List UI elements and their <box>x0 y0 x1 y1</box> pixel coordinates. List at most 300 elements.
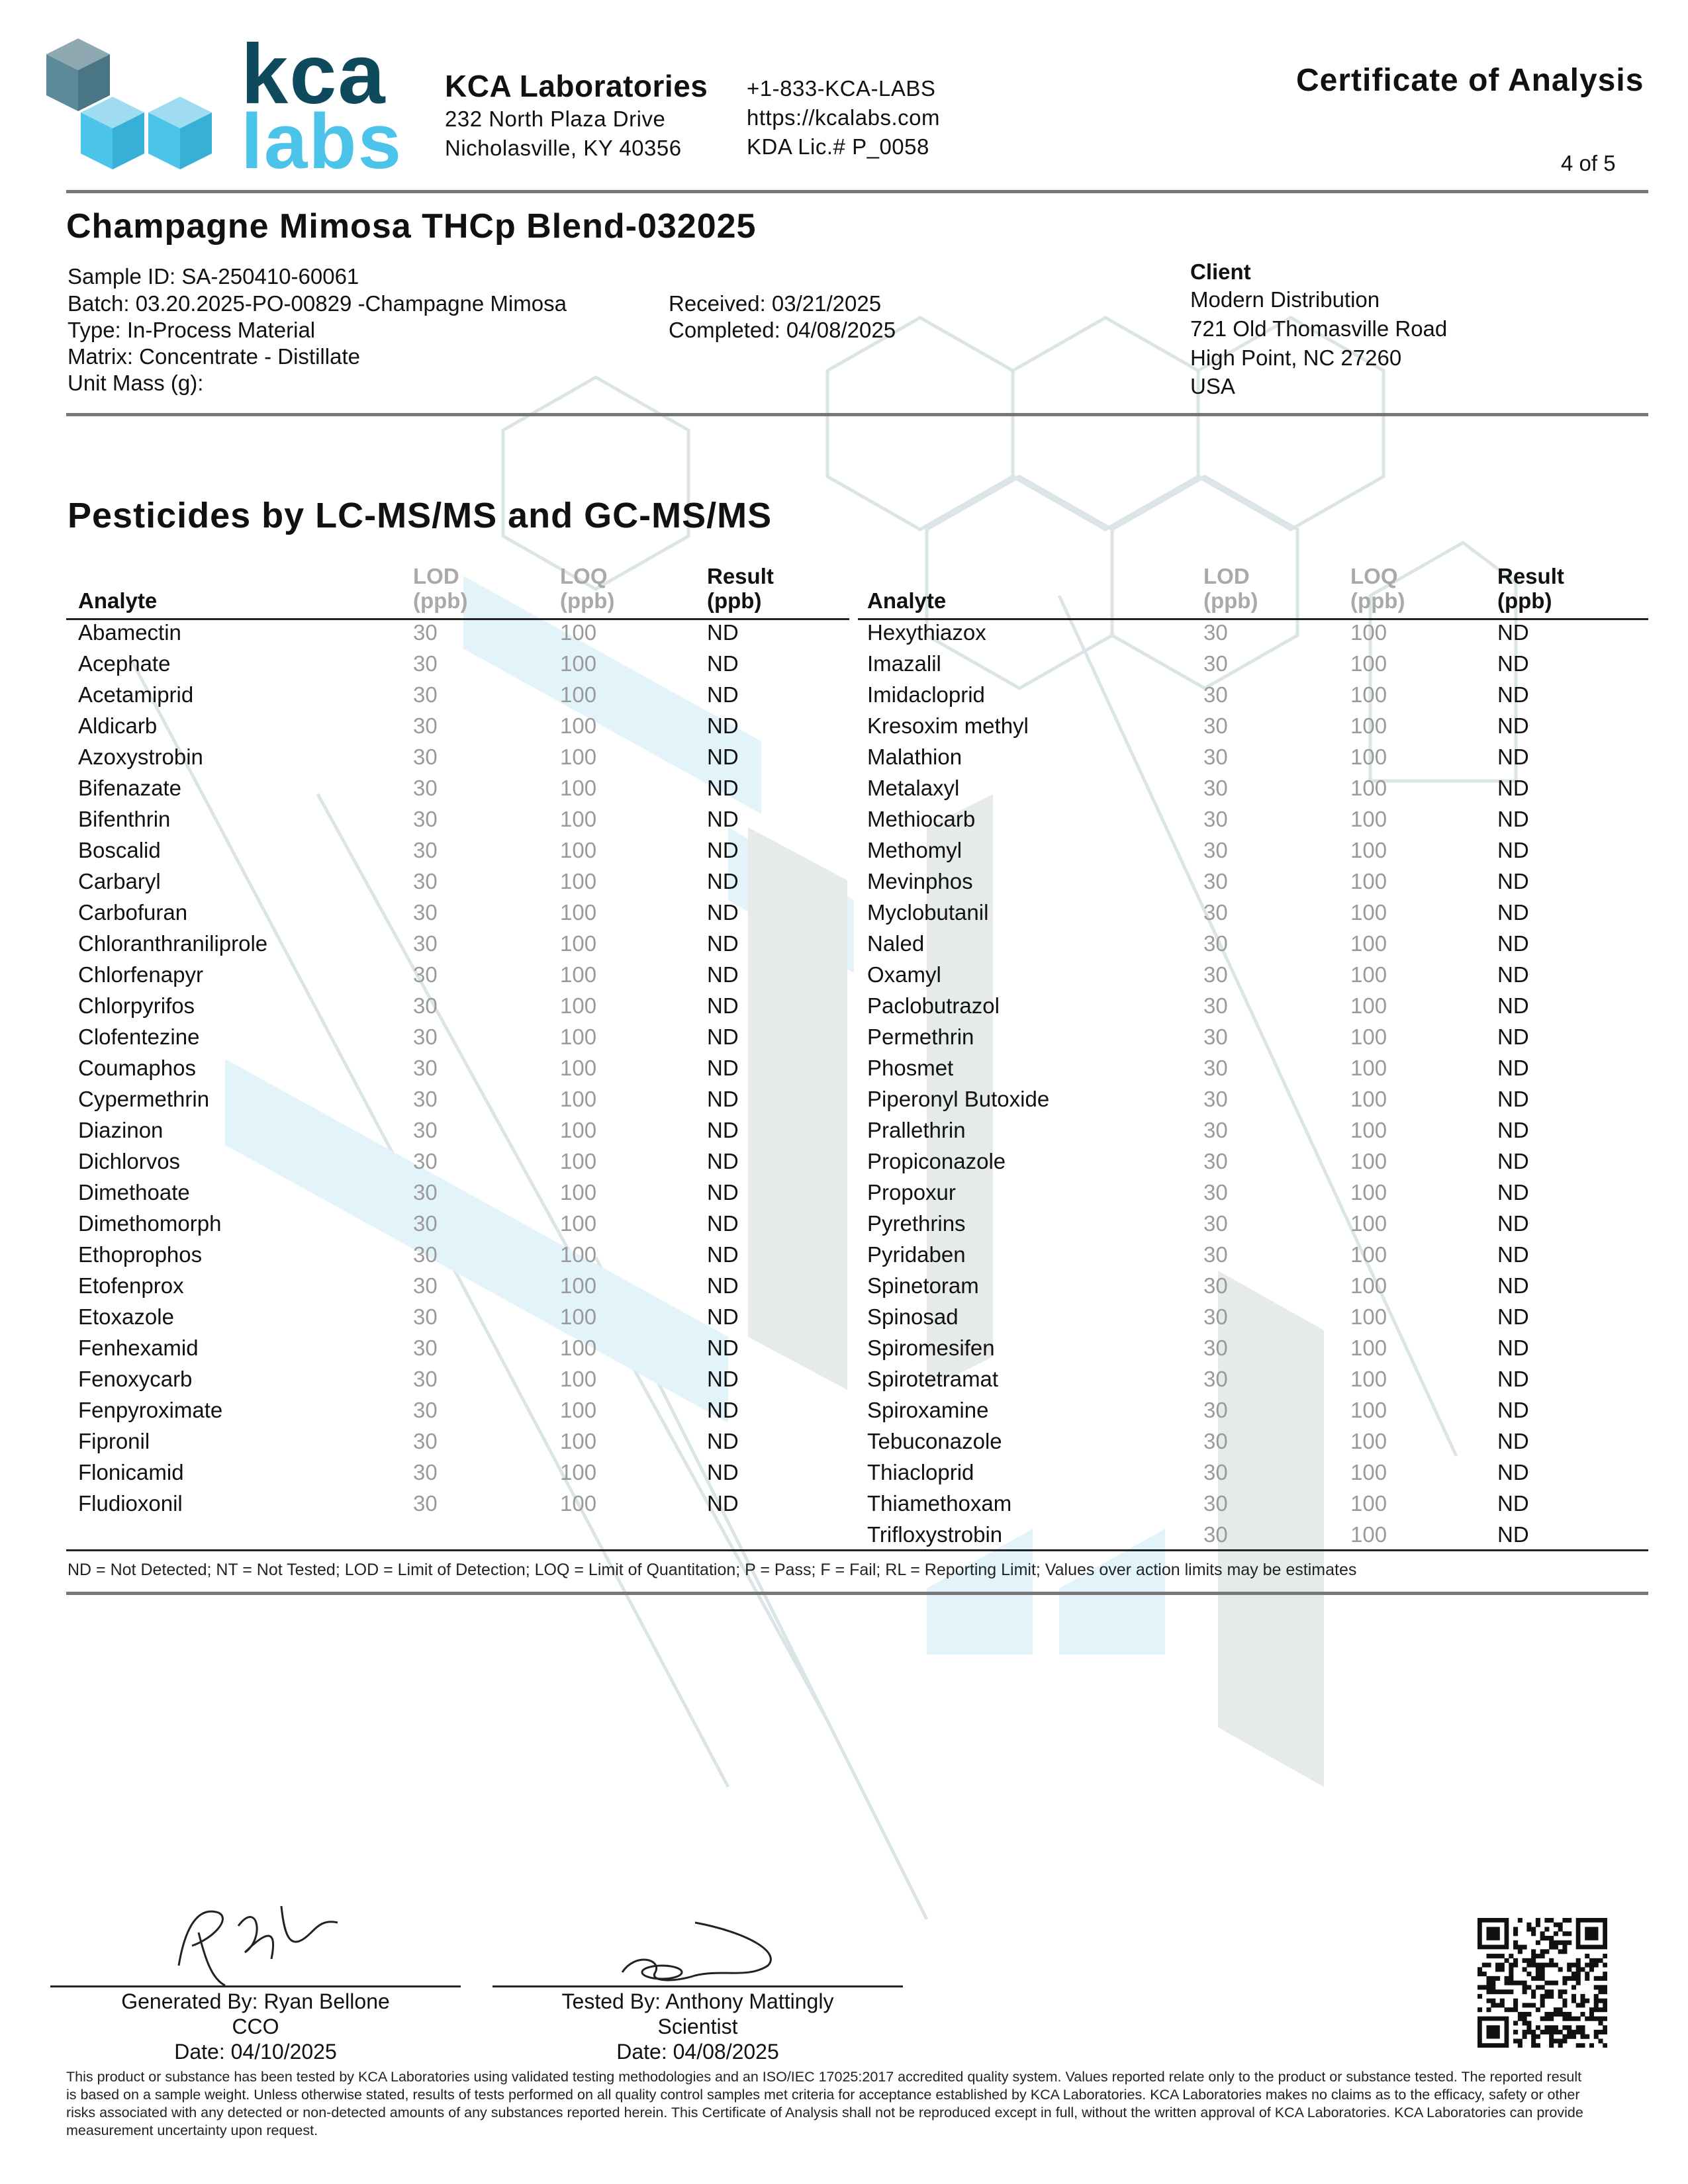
lod-cell: 30 <box>413 1024 438 1049</box>
right-table-header-rule <box>858 618 1648 620</box>
lod-column-header <box>1203 564 1350 617</box>
table-row <box>867 1426 1642 1457</box>
lod-cell: 30 <box>1203 869 1228 893</box>
table-row <box>867 928 1642 959</box>
section-title: Pesticides by LC-MS/MS and GC-MS/MS <box>68 496 773 535</box>
table-row <box>867 1519 1642 1550</box>
analyte-cell: Spinosad <box>867 1304 959 1329</box>
logo-text-labs: labs <box>241 98 403 185</box>
loq-cell: 100 <box>560 931 597 956</box>
loq-cell: 100 <box>560 900 597 925</box>
result-cell: ND <box>707 776 739 800</box>
lod-cell: 30 <box>413 776 438 800</box>
table-row <box>78 959 849 990</box>
result-cell: ND <box>707 1367 739 1391</box>
table-header-row <box>867 564 1642 617</box>
lod-cell: 30 <box>1203 1211 1228 1236</box>
analyte-cell: Abamectin <box>78 620 181 645</box>
lod-cell: 30 <box>1203 1429 1228 1453</box>
lod-cell: 30 <box>413 682 438 707</box>
lod-cell: 30 <box>413 745 438 769</box>
loq-cell: 100 <box>560 713 597 738</box>
analyte-cell: Fenpyroximate <box>78 1398 223 1422</box>
kca-logo <box>44 27 414 185</box>
analyte-cell: Etofenprox <box>78 1273 184 1298</box>
lod-cell: 30 <box>413 1180 438 1205</box>
lod-cell: 30 <box>1203 1056 1228 1080</box>
lod-cell: 30 <box>1203 1304 1228 1329</box>
table-row <box>867 1394 1642 1426</box>
loq-cell: 100 <box>1350 1118 1387 1142</box>
result-cell: ND <box>707 1118 739 1142</box>
result-cell: ND <box>707 1149 739 1173</box>
analyte-cell: Pyrethrins <box>867 1211 966 1236</box>
analyte-cell: Coumaphos <box>78 1056 196 1080</box>
lod-cell: 30 <box>413 651 438 676</box>
analyte-cell: Naled <box>867 931 925 956</box>
result-cell: ND <box>1497 776 1529 800</box>
analyte-cell: Fludioxonil <box>78 1491 183 1516</box>
signer-1-date: Date: 04/10/2025 <box>174 2040 337 2064</box>
loq-cell: 100 <box>1350 1522 1387 1547</box>
lod-cell: 30 <box>413 1304 438 1329</box>
lod-cell: 30 <box>1203 1087 1228 1111</box>
table-row <box>867 679 1642 710</box>
table-row <box>78 866 849 897</box>
analyte-cell: Propiconazole <box>867 1149 1006 1173</box>
loq-cell: 100 <box>560 1087 597 1111</box>
lod-cell: 30 <box>1203 1149 1228 1173</box>
analyte-cell: Paclobutrazol <box>867 993 1000 1018</box>
lod-cell: 30 <box>413 1242 438 1267</box>
result-cell: ND <box>1497 1211 1529 1236</box>
table-bottom-rule <box>66 1549 1648 1551</box>
table-row <box>867 741 1642 772</box>
analyte-cell: Mevinphos <box>867 869 973 893</box>
loq-cell: 100 <box>1350 1024 1387 1049</box>
result-cell: ND <box>1497 1149 1529 1173</box>
loq-header-line2: (ppb) <box>560 588 615 613</box>
table-row <box>867 990 1642 1021</box>
loq-cell: 100 <box>560 1180 597 1205</box>
result-cell: ND <box>1497 1336 1529 1360</box>
result-cell: ND <box>1497 1429 1529 1453</box>
analyte-cell: Hexythiazox <box>867 620 986 645</box>
table-row <box>867 897 1642 928</box>
analyte-cell: Phosmet <box>867 1056 954 1080</box>
result-cell: ND <box>707 1087 739 1111</box>
signature-anthony-mattingly <box>616 1919 788 1992</box>
table-row <box>78 897 849 928</box>
result-cell: ND <box>1497 900 1529 925</box>
table-row <box>78 617 849 648</box>
loq-cell: 100 <box>1350 1149 1387 1173</box>
result-header-line2: (ppb) <box>1497 588 1552 613</box>
table-row <box>867 866 1642 897</box>
analyte-cell: Propoxur <box>867 1180 956 1205</box>
loq-column-header <box>560 564 707 617</box>
lod-header-line1: LOD <box>413 564 459 588</box>
table-row <box>78 1146 849 1177</box>
client-city: High Point, NC 27260 <box>1190 345 1402 370</box>
signature-line-1 <box>50 1985 461 1987</box>
table-row <box>78 1301 849 1332</box>
lod-cell: 30 <box>413 1398 438 1422</box>
client-street: 721 Old Thomasville Road <box>1190 316 1448 341</box>
table-row <box>78 1052 849 1083</box>
result-cell: ND <box>707 1180 739 1205</box>
loq-cell: 100 <box>560 993 597 1018</box>
loq-cell: 100 <box>1350 962 1387 987</box>
lod-cell: 30 <box>413 1211 438 1236</box>
analyte-cell: Pyridaben <box>867 1242 966 1267</box>
lod-cell: 30 <box>1203 1118 1228 1142</box>
result-cell: ND <box>1497 1304 1529 1329</box>
loq-cell: 100 <box>560 1242 597 1267</box>
analyte-cell: Dimethomorph <box>78 1211 222 1236</box>
analyte-cell: Chlorfenapyr <box>78 962 203 987</box>
client-country: USA <box>1190 374 1235 398</box>
result-cell: ND <box>1497 1056 1529 1080</box>
analyte-cell: Clofentezine <box>78 1024 200 1049</box>
analyte-cell: Diazinon <box>78 1118 164 1142</box>
lab-website-link[interactable]: https://kcalabs.com <box>747 105 940 130</box>
analyte-cell: Spiromesifen <box>867 1336 995 1360</box>
received-date: Received: 03/21/2025 <box>669 291 882 316</box>
lod-cell: 30 <box>1203 1242 1228 1267</box>
result-header-line1: Result <box>707 564 774 588</box>
result-cell: ND <box>1497 1024 1529 1049</box>
result-cell: ND <box>1497 1460 1529 1484</box>
table-row <box>78 1177 849 1208</box>
table-row <box>867 1052 1642 1083</box>
pesticides-table-right <box>867 564 1642 1550</box>
signer-2-block <box>492 1989 903 2064</box>
table-row <box>78 1115 849 1146</box>
lod-cell: 30 <box>1203 1180 1228 1205</box>
analyte-cell: Carbofuran <box>78 900 188 925</box>
loq-cell: 100 <box>1350 807 1387 831</box>
table-row <box>78 1363 849 1394</box>
table-row <box>78 710 849 741</box>
page-indicator: 4 of 5 <box>1561 151 1616 175</box>
loq-cell: 100 <box>560 1149 597 1173</box>
sample-info-divider <box>66 413 1648 416</box>
lod-cell: 30 <box>1203 931 1228 956</box>
loq-cell: 100 <box>560 651 597 676</box>
result-cell: ND <box>707 838 739 862</box>
result-cell: ND <box>1497 807 1529 831</box>
analyte-cell: Dichlorvos <box>78 1149 181 1173</box>
result-cell: ND <box>707 1398 739 1422</box>
loq-cell: 100 <box>1350 1273 1387 1298</box>
table-row <box>78 1394 849 1426</box>
loq-cell: 100 <box>1350 1398 1387 1422</box>
signer-1-name: Generated By: Ryan Bellone <box>121 1989 390 2013</box>
signer-1-block <box>50 1989 461 2064</box>
analyte-cell: Acetamiprid <box>78 682 194 707</box>
result-cell: ND <box>1497 931 1529 956</box>
lod-header-line2: (ppb) <box>1203 588 1258 613</box>
loq-cell: 100 <box>560 682 597 707</box>
result-cell: ND <box>707 1056 739 1080</box>
loq-cell: 100 <box>560 745 597 769</box>
loq-cell: 100 <box>560 1273 597 1298</box>
analyte-cell: Permethrin <box>867 1024 974 1049</box>
batch: Batch: 03.20.2025-PO-00829 -Champagne Mimosa <box>68 291 567 316</box>
legend-text: ND = Not Detected; NT = Not Tested; LOD = Limit of Detection; LOQ = Limit of Quantitation; P = Pass; F = Fail; RL = Reporting Limit; Values over action limits may be estimates <box>68 1561 1357 1579</box>
table-row <box>867 1457 1642 1488</box>
lod-cell: 30 <box>413 1367 438 1391</box>
analyte-cell: Ethoprophos <box>78 1242 203 1267</box>
table-row <box>78 648 849 679</box>
result-cell: ND <box>707 651 739 676</box>
table-row <box>867 1270 1642 1301</box>
table-row <box>78 928 849 959</box>
result-header-line1: Result <box>1497 564 1564 588</box>
table-row <box>867 648 1642 679</box>
loq-cell: 100 <box>1350 1056 1387 1080</box>
table-row <box>78 1083 849 1115</box>
lod-cell: 30 <box>1203 745 1228 769</box>
result-cell: ND <box>707 993 739 1018</box>
result-column-header <box>707 564 849 617</box>
lod-cell: 30 <box>1203 1398 1228 1422</box>
lab-name: KCA Laboratories <box>445 69 708 103</box>
lod-cell: 30 <box>413 993 438 1018</box>
loq-cell: 100 <box>1350 993 1387 1018</box>
analyte-cell: Chlorpyrifos <box>78 993 195 1018</box>
lod-column-header <box>413 564 560 617</box>
result-cell: ND <box>1497 838 1529 862</box>
loq-cell: 100 <box>1350 713 1387 738</box>
loq-cell: 100 <box>1350 1336 1387 1360</box>
result-cell: ND <box>707 1336 739 1360</box>
analyte-cell: Bifenthrin <box>78 807 171 831</box>
result-cell: ND <box>1497 1491 1529 1516</box>
lod-cell: 30 <box>413 1336 438 1360</box>
loq-cell: 100 <box>560 1367 597 1391</box>
matrix: Matrix: Concentrate - Distillate <box>68 344 360 369</box>
table-row <box>867 1021 1642 1052</box>
loq-cell: 100 <box>1350 682 1387 707</box>
loq-header-line1: LOQ <box>1350 564 1398 588</box>
table-row <box>867 1488 1642 1519</box>
lod-cell: 30 <box>413 900 438 925</box>
loq-header-line1: LOQ <box>560 564 608 588</box>
result-cell: ND <box>1497 993 1529 1018</box>
analyte-column-header: Analyte <box>78 588 158 613</box>
table-row <box>867 1146 1642 1177</box>
lab-phone: +1-833-KCA-LABS <box>747 76 936 101</box>
result-cell: ND <box>1497 682 1529 707</box>
loq-cell: 100 <box>560 1024 597 1049</box>
lod-cell: 30 <box>1203 682 1228 707</box>
pesticides-table-left <box>78 564 849 1519</box>
result-cell: ND <box>707 807 739 831</box>
lod-cell: 30 <box>413 962 438 987</box>
analyte-cell: Carbaryl <box>78 869 161 893</box>
result-cell: ND <box>1497 1118 1529 1142</box>
loq-cell: 100 <box>560 1336 597 1360</box>
table-row <box>867 710 1642 741</box>
result-cell: ND <box>707 931 739 956</box>
result-cell: ND <box>707 1273 739 1298</box>
lod-header-line1: LOD <box>1203 564 1250 588</box>
analyte-cell: Imidacloprid <box>867 682 985 707</box>
client-name: Modern Distribution <box>1190 287 1380 312</box>
loq-cell: 100 <box>1350 1180 1387 1205</box>
left-table-header-rule <box>66 618 849 620</box>
analyte-cell: Methiocarb <box>867 807 976 831</box>
table-row <box>867 1208 1642 1239</box>
table-row <box>78 1239 849 1270</box>
lab-address-line2: Nicholasville, KY 40356 <box>445 136 682 160</box>
analyte-cell: Spinetoram <box>867 1273 979 1298</box>
result-cell: ND <box>707 1429 739 1453</box>
lod-cell: 30 <box>413 1149 438 1173</box>
loq-cell: 100 <box>560 1491 597 1516</box>
loq-cell: 100 <box>1350 838 1387 862</box>
loq-cell: 100 <box>560 962 597 987</box>
analyte-cell: Trifloxystrobin <box>867 1522 1003 1547</box>
result-cell: ND <box>707 1460 739 1484</box>
client-label: Client <box>1190 259 1251 284</box>
loq-cell: 100 <box>560 1429 597 1453</box>
analyte-cell: Prallethrin <box>867 1118 966 1142</box>
lod-cell: 30 <box>1203 1273 1228 1298</box>
analyte-cell: Dimethoate <box>78 1180 190 1205</box>
loq-cell: 100 <box>1350 1429 1387 1453</box>
table-row <box>867 1332 1642 1363</box>
signer-2-date: Date: 04/08/2025 <box>616 2040 779 2064</box>
result-cell: ND <box>707 962 739 987</box>
loq-cell: 100 <box>560 1118 597 1142</box>
loq-cell: 100 <box>560 1211 597 1236</box>
lod-cell: 30 <box>413 1087 438 1111</box>
loq-cell: 100 <box>560 869 597 893</box>
result-cell: ND <box>707 1242 739 1267</box>
lod-cell: 30 <box>1203 713 1228 738</box>
analyte-cell: Piperonyl Butoxide <box>867 1087 1050 1111</box>
result-cell: ND <box>707 1211 739 1236</box>
result-cell: ND <box>707 1491 739 1516</box>
analyte-cell: Aldicarb <box>78 713 158 738</box>
table-row <box>867 1363 1642 1394</box>
lod-cell: 30 <box>1203 1460 1228 1484</box>
loq-header-line2: (ppb) <box>1350 588 1405 613</box>
loq-cell: 100 <box>1350 1460 1387 1484</box>
loq-cell: 100 <box>560 838 597 862</box>
completed-date: Completed: 04/08/2025 <box>669 318 896 342</box>
loq-cell: 100 <box>560 620 597 645</box>
analyte-cell: Thiacloprid <box>867 1460 974 1484</box>
analyte-cell: Thiamethoxam <box>867 1491 1012 1516</box>
analyte-cell: Malathion <box>867 745 962 769</box>
result-cell: ND <box>707 1304 739 1329</box>
analyte-cell: Fipronil <box>78 1429 150 1453</box>
loq-cell: 100 <box>1350 900 1387 925</box>
lod-cell: 30 <box>1203 1522 1228 1547</box>
analyte-cell: Fenhexamid <box>78 1336 199 1360</box>
lod-cell: 30 <box>1203 776 1228 800</box>
analyte-cell: Fenoxycarb <box>78 1367 193 1391</box>
result-cell: ND <box>1497 713 1529 738</box>
loq-cell: 100 <box>1350 1367 1387 1391</box>
result-cell: ND <box>707 1024 739 1049</box>
lod-cell: 30 <box>1203 1491 1228 1516</box>
signer-2-name: Tested By: Anthony Mattingly <box>561 1989 834 2013</box>
signer-2-title: Scientist <box>657 2015 738 2038</box>
lod-cell: 30 <box>413 1056 438 1080</box>
loq-cell: 100 <box>560 807 597 831</box>
loq-cell: 100 <box>1350 1211 1387 1236</box>
table-row <box>78 772 849 803</box>
table-header-row <box>78 564 849 617</box>
table-row <box>78 990 849 1021</box>
table-row <box>867 1083 1642 1115</box>
result-cell: ND <box>1497 745 1529 769</box>
lod-cell: 30 <box>413 1273 438 1298</box>
table-row <box>78 679 849 710</box>
table-row <box>867 835 1642 866</box>
loq-cell: 100 <box>1350 620 1387 645</box>
analyte-column-header: Analyte <box>867 588 947 613</box>
analyte-cell: Cypermethrin <box>78 1087 210 1111</box>
analyte-cell: Tebuconazole <box>867 1429 1002 1453</box>
table-row <box>867 1301 1642 1332</box>
result-header-line2: (ppb) <box>707 588 762 613</box>
lod-cell: 30 <box>1203 1336 1228 1360</box>
result-cell: ND <box>1497 651 1529 676</box>
signature-ryan-bellone <box>159 1886 357 1992</box>
analyte-cell: Spirotetramat <box>867 1367 999 1391</box>
product-name: Champagne Mimosa THCp Blend-032025 <box>66 207 757 246</box>
table-row <box>867 617 1642 648</box>
table-row <box>78 1426 849 1457</box>
loq-cell: 100 <box>1350 931 1387 956</box>
lab-license: KDA Lic.# P_0058 <box>747 134 929 159</box>
result-cell: ND <box>1497 1087 1529 1111</box>
result-cell: ND <box>1497 1242 1529 1267</box>
table-row <box>78 741 849 772</box>
lod-cell: 30 <box>1203 1367 1228 1391</box>
result-cell: ND <box>1497 962 1529 987</box>
lod-cell: 30 <box>1203 620 1228 645</box>
analyte-cell: Imazalil <box>867 651 941 676</box>
loq-cell: 100 <box>1350 1242 1387 1267</box>
result-cell: ND <box>707 900 739 925</box>
result-cell: ND <box>1497 1273 1529 1298</box>
signer-1-title: CCO <box>232 2015 279 2038</box>
lod-cell: 30 <box>413 620 438 645</box>
legend-divider <box>66 1592 1648 1595</box>
table-row <box>867 803 1642 835</box>
table-row <box>867 1177 1642 1208</box>
table-row <box>867 1115 1642 1146</box>
table-row <box>78 1270 849 1301</box>
logo-text-kca: kca <box>241 27 387 122</box>
lod-cell: 30 <box>413 1460 438 1484</box>
sample-type: Type: In-Process Material <box>68 318 316 342</box>
analyte-cell: Metalaxyl <box>867 776 960 800</box>
lod-header-line2: (ppb) <box>413 588 468 613</box>
lod-cell: 30 <box>1203 993 1228 1018</box>
loq-cell: 100 <box>1350 1304 1387 1329</box>
lod-cell: 30 <box>1203 651 1228 676</box>
qr-code-icon[interactable] <box>1477 1918 1607 2048</box>
loq-cell: 100 <box>1350 1087 1387 1111</box>
